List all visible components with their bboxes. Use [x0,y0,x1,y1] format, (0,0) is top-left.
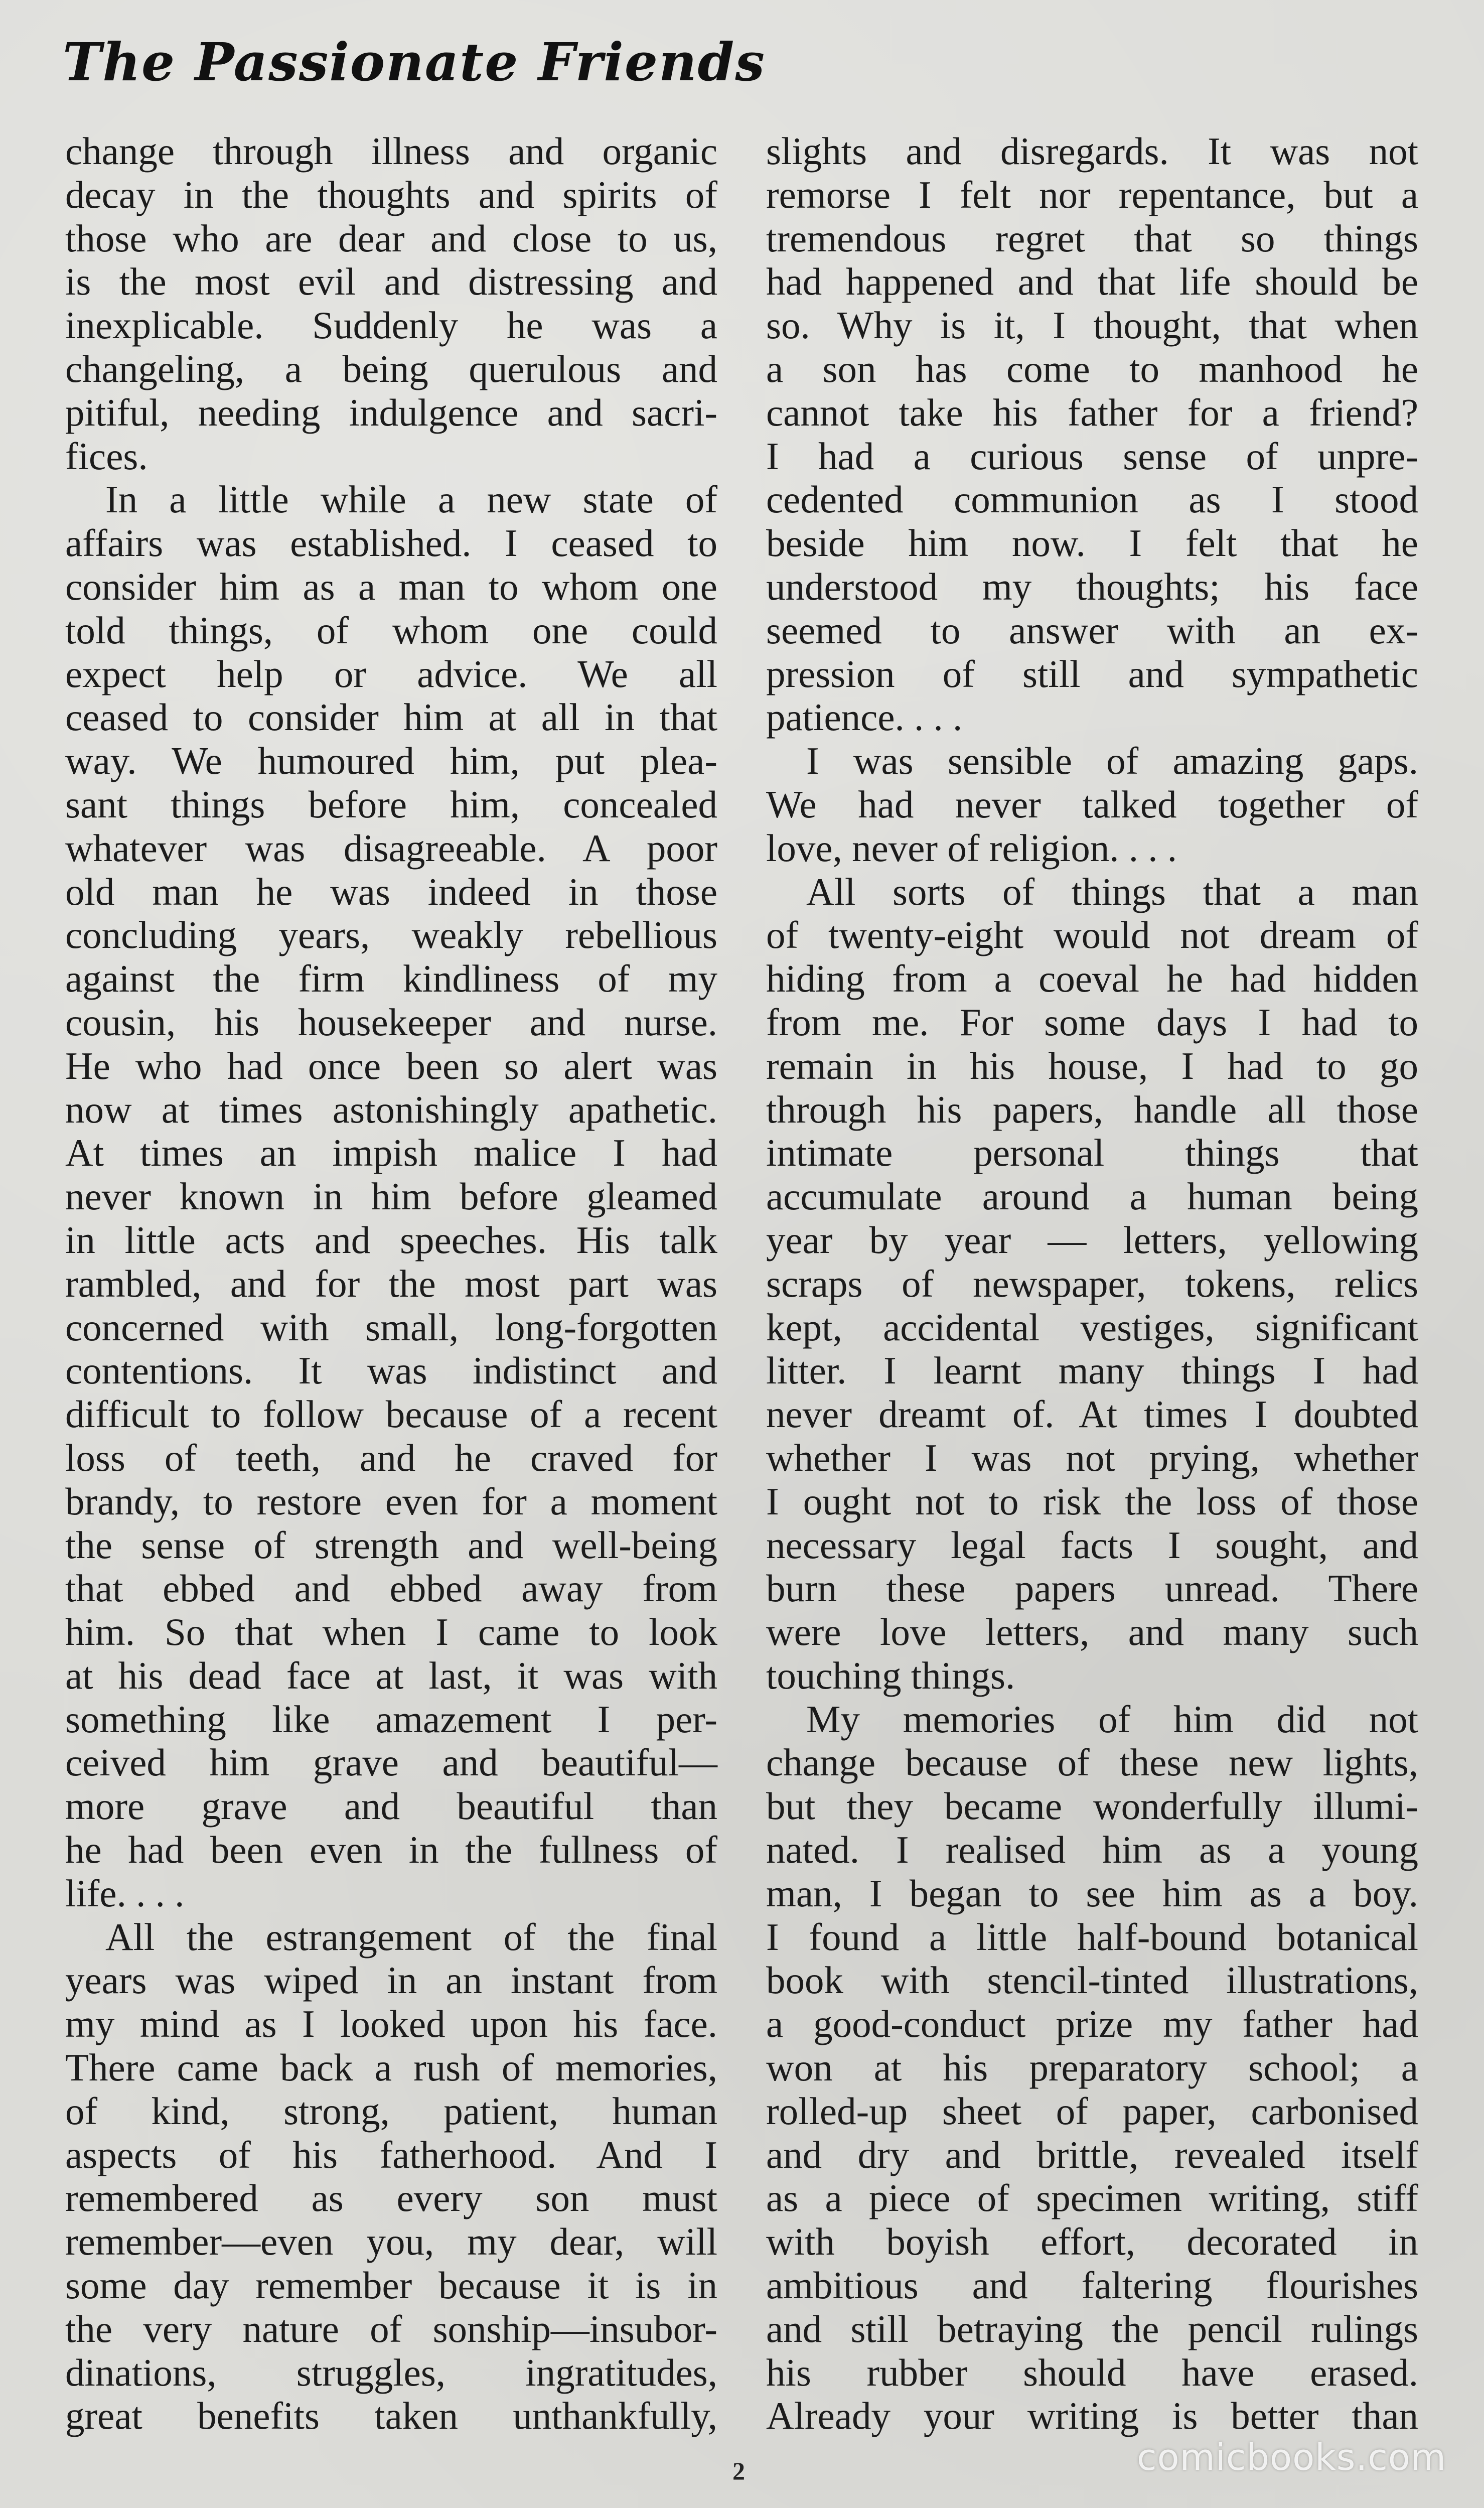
text-line: concerned with small, long-forgotten [65,1305,717,1349]
text-line: nated. I realised him as a young [766,1828,1418,1872]
text-line: old man he was indeed in those [65,870,717,913]
text-line: difficult to follow because of a recent [65,1392,717,1436]
text-line: inexplicable. Suddenly he was a [65,304,717,347]
text-line: All sorts of things that a man [806,870,1418,913]
text-line: those who are dear and close to us, [65,216,717,260]
text-line: love, never of religion. . . . [766,826,1177,870]
text-line: sant things before him, concealed [65,782,717,826]
text-line: dinations, struggles, ingratitudes, [65,2350,717,2394]
text-line: pitiful, needing indulgence and sacri- [65,390,717,434]
text-line: ambitious and faltering flourishes [766,2264,1418,2307]
text-line: tremendous regret that so things [766,216,1418,260]
text-line: remembered as every son must [65,2176,717,2220]
text-line: years was wiped in an instant from [65,1959,717,2002]
text-line: contentions. It was indistinct and [65,1349,717,1392]
text-line: whatever was disagreeable. A poor [65,826,717,870]
text-line: accumulate around a human being [766,1175,1418,1218]
text-line: great benefits taken unthankfully, [65,2394,717,2438]
text-line: through his papers, handle all those [766,1087,1418,1131]
text-line: touching things. [766,1653,1015,1697]
text-line: concluding years, weakly rebellious [65,913,717,957]
text-line: and dry and brittle, revealed itself [766,2133,1418,2176]
text-line: were love letters, and many such [766,1610,1418,1654]
watermark: comicbooks.com [1136,2436,1446,2478]
text-line: the sense of strength and well-being [65,1523,717,1567]
right-text-column [766,129,1418,2438]
text-line: cannot take his father for a friend? [766,390,1418,434]
text-line: burn these papers unread. There [766,1567,1418,1610]
text-line: decay in the thoughts and spirits of [65,173,717,216]
text-line: but they became wonderfully illumi- [766,1784,1418,1828]
text-line: told things, of whom one could [65,608,717,652]
text-line: He who had once been so alert was [65,1044,717,1087]
text-line: consider him as a man to whom one [65,565,717,608]
text-line: against the firm kindliness of my [65,957,717,1001]
text-line: remember—even you, my dear, will [65,2220,717,2264]
text-line: ceived him grave and beautiful— [65,1741,717,1784]
text-line: expect help or advice. We all [65,652,717,695]
text-line: now at times astonishingly apathetic. [65,1087,717,1131]
text-line: that ebbed and ebbed away from [65,1567,717,1610]
text-line: with boyish effort, decorated in [766,2220,1418,2264]
text-line: my mind as I looked upon his face. [65,2002,717,2046]
text-line: litter. I learnt many things I had [766,1349,1418,1392]
text-line: I found a little half-bound botanical [766,1915,1418,1959]
text-line: All the estrangement of the final [105,1915,717,1959]
text-line: I ought not to risk the loss of those [766,1479,1418,1523]
text-line: affairs was established. I ceased to [65,521,717,565]
text-line: as a piece of specimen writing, stiff [766,2176,1418,2220]
text-line: My memories of him did not [806,1697,1418,1741]
text-line: a good-conduct prize my father had [766,2002,1418,2046]
text-line: loss of teeth, and he craved for [65,1436,717,1479]
text-line: brandy, to restore even for a moment [65,1479,717,1523]
text-line: There came back a rush of memories, [65,2046,717,2089]
text-line: never dreamt of. At times I doubted [766,1392,1418,1436]
text-line: understood my thoughts; his face [766,565,1418,608]
text-line: book with stencil-tinted illustrations, [766,1959,1418,2002]
text-line: cousin, his housekeeper and nurse. [65,1000,717,1044]
text-line: the very nature of sonship—insubor- [65,2307,717,2350]
text-line: of kind, strong, patient, human [65,2089,717,2133]
text-line: him. So that when I came to look [65,1610,717,1654]
page-number: 2 [732,2457,745,2485]
text-line: hiding from a coeval he had hidden [766,957,1418,1001]
text-line: he had been even in the fullness of [65,1828,717,1872]
text-line: change through illness and organic [65,129,717,173]
text-line: kept, accidental vestiges, significant [766,1305,1418,1349]
text-line: necessary legal facts I sought, and [766,1523,1418,1567]
text-line: never known in him before gleamed [65,1175,717,1218]
text-line: I had a curious sense of unpre- [766,434,1418,478]
text-line: of twenty-eight would not dream of [766,913,1418,957]
text-line: ceased to consider him at all in that [65,695,717,739]
text-line: and still betraying the pencil rulings [766,2307,1418,2350]
text-line: slights and disregards. It was not [766,129,1418,173]
text-line: so. Why is it, I thought, that when [766,304,1418,347]
text-line: year by year — letters, yellowing [766,1218,1418,1262]
text-line: his rubber should have erased. [766,2350,1418,2394]
text-line: rambled, and for the most part was [65,1262,717,1305]
text-line: At times an impish malice I had [65,1131,717,1175]
text-line: life. . . . [65,1871,185,1915]
text-line: cedented communion as I stood [766,478,1418,521]
text-line: beside him now. I felt that he [766,521,1418,565]
text-line: We had never talked together of [766,782,1418,826]
text-line: aspects of his fatherhood. And I [65,2133,717,2176]
text-line: changeling, a being querulous and [65,347,717,390]
text-line: some day remember because it is in [65,2264,717,2307]
text-line: fices. [65,434,148,478]
text-line: remorse I felt nor repentance, but a [766,173,1418,216]
text-line: patience. . . . [766,695,963,739]
text-line: way. We humoured him, put plea- [65,739,717,783]
text-line: more grave and beautiful than [65,1784,717,1828]
text-line: man, I began to see him as a boy. [766,1871,1418,1915]
text-line: intimate personal things that [766,1131,1418,1175]
text-line: won at his preparatory school; a [766,2046,1418,2089]
text-line: change because of these new lights, [766,1741,1418,1784]
text-line: rolled-up sheet of paper, carbonised [766,2089,1418,2133]
page-title: The Passionate Friends [63,31,766,93]
text-line: pression of still and sympathetic [766,652,1418,695]
text-line: seemed to answer with an ex- [766,608,1418,652]
text-line: at his dead face at last, it was with [65,1653,717,1697]
text-line: from me. For some days I had to [766,1000,1418,1044]
text-line: is the most evil and distressing and [65,260,717,304]
text-line: Already your writing is better than [766,2394,1418,2438]
left-text-column [65,129,717,2438]
text-line: in little acts and speeches. His talk [65,1218,717,1262]
text-line: In a little while a new state of [105,478,717,521]
text-line: remain in his house, I had to go [766,1044,1418,1087]
text-line: a son has come to manhood he [766,347,1418,390]
text-line: something like amazement I per- [65,1697,717,1741]
text-line: scraps of newspaper, tokens, relics [766,1262,1418,1305]
text-line: had happened and that life should be [766,260,1418,304]
text-line: whether I was not prying, whether [766,1436,1418,1479]
text-line: I was sensible of amazing gaps. [806,739,1418,783]
